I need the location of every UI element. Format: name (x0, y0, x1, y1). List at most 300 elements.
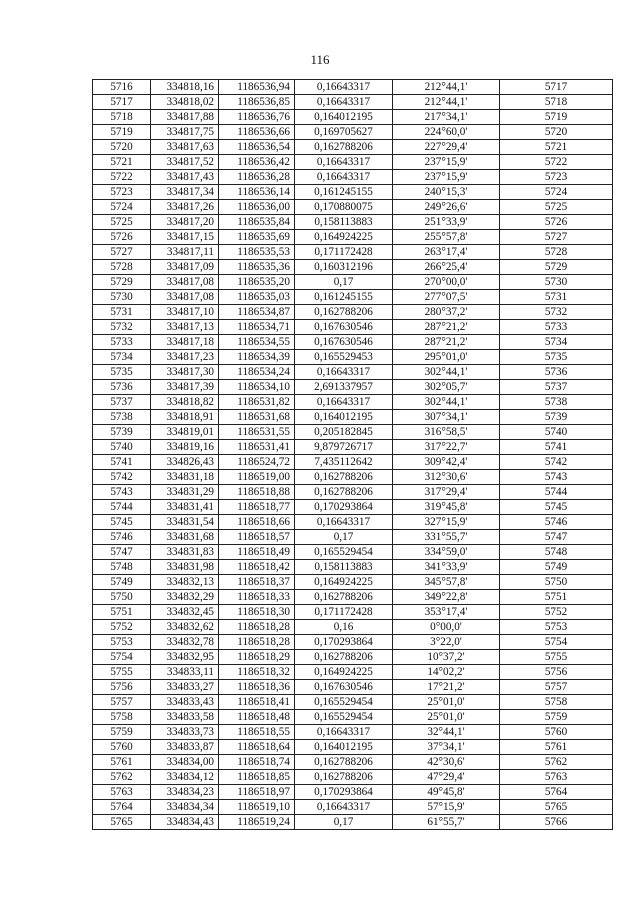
next-point-cell: 5718 (500, 95, 613, 110)
point-number-cell: 5725 (93, 215, 151, 230)
next-point-cell: 5766 (500, 815, 613, 830)
table-row (93, 725, 613, 740)
x-coordinate-cell: 334831,29 (151, 485, 219, 500)
y-coordinate-cell: 1186536,14 (219, 185, 295, 200)
direction-angle-cell: 345°57,8' (393, 575, 500, 590)
direction-angle-cell: 334°59,0' (393, 545, 500, 560)
next-point-cell: 5747 (500, 530, 613, 545)
table-row (93, 290, 613, 305)
direction-angle-cell: 255°57,8' (393, 230, 500, 245)
x-coordinate-cell: 334826,43 (151, 455, 219, 470)
table-row (93, 110, 613, 125)
y-coordinate-cell: 1186534,71 (219, 320, 295, 335)
length-cell: 0,162788206 (295, 650, 393, 665)
next-point-cell: 5733 (500, 320, 613, 335)
x-coordinate-cell: 334818,16 (151, 80, 219, 95)
x-coordinate-cell: 334834,34 (151, 800, 219, 815)
y-coordinate-cell: 1186524,72 (219, 455, 295, 470)
point-number-cell: 5722 (93, 170, 151, 185)
x-coordinate-cell: 334817,08 (151, 275, 219, 290)
direction-angle-cell: 331°55,7' (393, 530, 500, 545)
direction-angle-cell: 217°34,1' (393, 110, 500, 125)
point-number-cell: 5764 (93, 800, 151, 815)
next-point-cell: 5723 (500, 170, 613, 185)
x-coordinate-cell: 334817,26 (151, 200, 219, 215)
point-number-cell: 5752 (93, 620, 151, 635)
table-row (93, 785, 613, 800)
point-number-cell: 5736 (93, 380, 151, 395)
table-row (93, 620, 613, 635)
direction-angle-cell: 251°33,9' (393, 215, 500, 230)
y-coordinate-cell: 1186535,53 (219, 245, 295, 260)
direction-angle-cell: 237°15,9' (393, 170, 500, 185)
next-point-cell: 5764 (500, 785, 613, 800)
direction-angle-cell: 309°42,4' (393, 455, 500, 470)
next-point-cell: 5753 (500, 620, 613, 635)
coordinates-table-body (93, 80, 613, 830)
y-coordinate-cell: 1186536,00 (219, 200, 295, 215)
length-cell: 2,691337957 (295, 380, 393, 395)
point-number-cell: 5760 (93, 740, 151, 755)
x-coordinate-cell: 334818,82 (151, 395, 219, 410)
x-coordinate-cell: 334831,68 (151, 530, 219, 545)
y-coordinate-cell: 1186518,37 (219, 575, 295, 590)
length-cell: 0,160312196 (295, 260, 393, 275)
next-point-cell: 5725 (500, 200, 613, 215)
next-point-cell: 5755 (500, 650, 613, 665)
next-point-cell: 5749 (500, 560, 613, 575)
length-cell: 0,171172428 (295, 605, 393, 620)
length-cell: 0,205182845 (295, 425, 393, 440)
next-point-cell: 5746 (500, 515, 613, 530)
table-row (93, 470, 613, 485)
point-number-cell: 5756 (93, 680, 151, 695)
length-cell: 0,165529454 (295, 545, 393, 560)
table-row (93, 350, 613, 365)
x-coordinate-cell: 334832,78 (151, 635, 219, 650)
point-number-cell: 5732 (93, 320, 151, 335)
point-number-cell: 5738 (93, 410, 151, 425)
x-coordinate-cell: 334817,43 (151, 170, 219, 185)
y-coordinate-cell: 1186518,32 (219, 665, 295, 680)
x-coordinate-cell: 334817,08 (151, 290, 219, 305)
x-coordinate-cell: 334817,23 (151, 350, 219, 365)
y-coordinate-cell: 1186518,64 (219, 740, 295, 755)
length-cell: 0,164924225 (295, 575, 393, 590)
table-row (93, 260, 613, 275)
x-coordinate-cell: 334832,95 (151, 650, 219, 665)
y-coordinate-cell: 1186518,28 (219, 620, 295, 635)
point-number-cell: 5753 (93, 635, 151, 650)
length-cell: 0,162788206 (295, 755, 393, 770)
y-coordinate-cell: 1186518,48 (219, 710, 295, 725)
point-number-cell: 5763 (93, 785, 151, 800)
table-row (93, 650, 613, 665)
table-row (93, 410, 613, 425)
table-row (93, 680, 613, 695)
table-row (93, 665, 613, 680)
direction-angle-cell: 32°44,1' (393, 725, 500, 740)
x-coordinate-cell: 334832,45 (151, 605, 219, 620)
length-cell: 0,16643317 (295, 170, 393, 185)
direction-angle-cell: 266°25,4' (393, 260, 500, 275)
x-coordinate-cell: 334817,13 (151, 320, 219, 335)
y-coordinate-cell: 1186535,03 (219, 290, 295, 305)
table-row (93, 755, 613, 770)
point-number-cell: 5755 (93, 665, 151, 680)
length-cell: 0,164924225 (295, 230, 393, 245)
length-cell: 0,161245155 (295, 185, 393, 200)
length-cell: 0,165529454 (295, 710, 393, 725)
direction-angle-cell: 287°21,2' (393, 335, 500, 350)
y-coordinate-cell: 1186536,76 (219, 110, 295, 125)
next-point-cell: 5765 (500, 800, 613, 815)
point-number-cell: 5754 (93, 650, 151, 665)
point-number-cell: 5729 (93, 275, 151, 290)
table-row (93, 335, 613, 350)
next-point-cell: 5739 (500, 410, 613, 425)
y-coordinate-cell: 1186519,10 (219, 800, 295, 815)
direction-angle-cell: 0°00,0' (393, 620, 500, 635)
point-number-cell: 5742 (93, 470, 151, 485)
y-coordinate-cell: 1186518,66 (219, 515, 295, 530)
table-row (93, 590, 613, 605)
y-coordinate-cell: 1186531,55 (219, 425, 295, 440)
y-coordinate-cell: 1186518,49 (219, 545, 295, 560)
x-coordinate-cell: 334831,54 (151, 515, 219, 530)
point-number-cell: 5744 (93, 500, 151, 515)
table-row (93, 365, 613, 380)
table-row (93, 80, 613, 95)
direction-angle-cell: 37°34,1' (393, 740, 500, 755)
direction-angle-cell: 227°29,4' (393, 140, 500, 155)
length-cell: 0,170293864 (295, 785, 393, 800)
length-cell: 0,158113883 (295, 215, 393, 230)
y-coordinate-cell: 1186518,33 (219, 590, 295, 605)
y-coordinate-cell: 1186518,30 (219, 605, 295, 620)
y-coordinate-cell: 1186534,24 (219, 365, 295, 380)
point-number-cell: 5735 (93, 365, 151, 380)
length-cell: 0,170293864 (295, 500, 393, 515)
x-coordinate-cell: 334817,11 (151, 245, 219, 260)
y-coordinate-cell: 1186531,82 (219, 395, 295, 410)
direction-angle-cell: 263°17,4' (393, 245, 500, 260)
y-coordinate-cell: 1186531,41 (219, 440, 295, 455)
direction-angle-cell: 287°21,2' (393, 320, 500, 335)
length-cell: 0,162788206 (295, 590, 393, 605)
y-coordinate-cell: 1186518,85 (219, 770, 295, 785)
direction-angle-cell: 10°37,2' (393, 650, 500, 665)
next-point-cell: 5720 (500, 125, 613, 140)
point-number-cell: 5716 (93, 80, 151, 95)
length-cell: 0,16643317 (295, 80, 393, 95)
direction-angle-cell: 277°07,5' (393, 290, 500, 305)
next-point-cell: 5721 (500, 140, 613, 155)
length-cell: 0,165529454 (295, 695, 393, 710)
direction-angle-cell: 42°30,6' (393, 755, 500, 770)
next-point-cell: 5717 (500, 80, 613, 95)
next-point-cell: 5757 (500, 680, 613, 695)
table-row (93, 125, 613, 140)
point-number-cell: 5718 (93, 110, 151, 125)
next-point-cell: 5730 (500, 275, 613, 290)
point-number-cell: 5759 (93, 725, 151, 740)
table-row (93, 170, 613, 185)
y-coordinate-cell: 1186518,97 (219, 785, 295, 800)
next-point-cell: 5735 (500, 350, 613, 365)
direction-angle-cell: 17°21,2' (393, 680, 500, 695)
next-point-cell: 5756 (500, 665, 613, 680)
point-number-cell: 5757 (93, 695, 151, 710)
y-coordinate-cell: 1186535,69 (219, 230, 295, 245)
next-point-cell: 5724 (500, 185, 613, 200)
y-coordinate-cell: 1186518,28 (219, 635, 295, 650)
direction-angle-cell: 341°33,9' (393, 560, 500, 575)
point-number-cell: 5748 (93, 560, 151, 575)
direction-angle-cell: 49°45,8' (393, 785, 500, 800)
point-number-cell: 5761 (93, 755, 151, 770)
x-coordinate-cell: 334832,13 (151, 575, 219, 590)
y-coordinate-cell: 1186535,20 (219, 275, 295, 290)
direction-angle-cell: 349°22,8' (393, 590, 500, 605)
length-cell: 0,17 (295, 275, 393, 290)
direction-angle-cell: 319°45,8' (393, 500, 500, 515)
table-row (93, 695, 613, 710)
table-row (93, 425, 613, 440)
next-point-cell: 5731 (500, 290, 613, 305)
x-coordinate-cell: 334819,01 (151, 425, 219, 440)
direction-angle-cell: 270°00,0' (393, 275, 500, 290)
point-number-cell: 5726 (93, 230, 151, 245)
table-row (93, 140, 613, 155)
coordinates-table (92, 79, 613, 830)
next-point-cell: 5729 (500, 260, 613, 275)
direction-angle-cell: 317°29,4' (393, 485, 500, 500)
length-cell: 0,165529453 (295, 350, 393, 365)
point-number-cell: 5717 (93, 95, 151, 110)
table-row (93, 530, 613, 545)
table-row (93, 740, 613, 755)
x-coordinate-cell: 334831,41 (151, 500, 219, 515)
x-coordinate-cell: 334833,73 (151, 725, 219, 740)
x-coordinate-cell: 334833,43 (151, 695, 219, 710)
y-coordinate-cell: 1186518,77 (219, 500, 295, 515)
next-point-cell: 5759 (500, 710, 613, 725)
length-cell: 0,162788206 (295, 305, 393, 320)
x-coordinate-cell: 334817,63 (151, 140, 219, 155)
table-row (93, 575, 613, 590)
direction-angle-cell: 302°05,7' (393, 380, 500, 395)
length-cell: 0,16643317 (295, 725, 393, 740)
point-number-cell: 5728 (93, 260, 151, 275)
point-number-cell: 5734 (93, 350, 151, 365)
point-number-cell: 5720 (93, 140, 151, 155)
point-number-cell: 5750 (93, 590, 151, 605)
x-coordinate-cell: 334834,00 (151, 755, 219, 770)
page-number: 116 (310, 52, 330, 67)
length-cell: 0,164012195 (295, 410, 393, 425)
x-coordinate-cell: 334833,87 (151, 740, 219, 755)
x-coordinate-cell: 334817,34 (151, 185, 219, 200)
next-point-cell: 5742 (500, 455, 613, 470)
x-coordinate-cell: 334817,39 (151, 380, 219, 395)
direction-angle-cell: 14°02,2' (393, 665, 500, 680)
direction-angle-cell: 25°01,0' (393, 710, 500, 725)
direction-angle-cell: 295°01,0' (393, 350, 500, 365)
table-row (93, 380, 613, 395)
length-cell: 0,167630546 (295, 335, 393, 350)
y-coordinate-cell: 1186531,68 (219, 410, 295, 425)
direction-angle-cell: 57°15,9' (393, 800, 500, 815)
length-cell: 0,17 (295, 530, 393, 545)
next-point-cell: 5750 (500, 575, 613, 590)
table-row (93, 215, 613, 230)
x-coordinate-cell: 334831,18 (151, 470, 219, 485)
next-point-cell: 5754 (500, 635, 613, 650)
next-point-cell: 5751 (500, 590, 613, 605)
table-row (93, 770, 613, 785)
x-coordinate-cell: 334832,62 (151, 620, 219, 635)
table-row (93, 455, 613, 470)
length-cell: 0,170880075 (295, 200, 393, 215)
length-cell: 0,16643317 (295, 365, 393, 380)
length-cell: 0,162788206 (295, 770, 393, 785)
next-point-cell: 5734 (500, 335, 613, 350)
length-cell: 0,170293864 (295, 635, 393, 650)
direction-angle-cell: 224°60,0' (393, 125, 500, 140)
y-coordinate-cell: 1186518,88 (219, 485, 295, 500)
table-row (93, 95, 613, 110)
y-coordinate-cell: 1186519,00 (219, 470, 295, 485)
length-cell: 0,164012195 (295, 740, 393, 755)
y-coordinate-cell: 1186534,39 (219, 350, 295, 365)
y-coordinate-cell: 1186534,10 (219, 380, 295, 395)
y-coordinate-cell: 1186534,87 (219, 305, 295, 320)
direction-angle-cell: 302°44,1' (393, 395, 500, 410)
direction-angle-cell: 307°34,1' (393, 410, 500, 425)
table-row (93, 515, 613, 530)
length-cell: 0,162788206 (295, 485, 393, 500)
direction-angle-cell: 302°44,1' (393, 365, 500, 380)
point-number-cell: 5721 (93, 155, 151, 170)
point-number-cell: 5724 (93, 200, 151, 215)
length-cell: 0,164012195 (295, 110, 393, 125)
table-row (93, 230, 613, 245)
next-point-cell: 5763 (500, 770, 613, 785)
x-coordinate-cell: 334831,98 (151, 560, 219, 575)
length-cell: 0,16 (295, 620, 393, 635)
y-coordinate-cell: 1186536,94 (219, 80, 295, 95)
point-number-cell: 5741 (93, 455, 151, 470)
table-row (93, 245, 613, 260)
length-cell: 0,162788206 (295, 470, 393, 485)
point-number-cell: 5747 (93, 545, 151, 560)
next-point-cell: 5744 (500, 485, 613, 500)
length-cell: 0,164924225 (295, 665, 393, 680)
direction-angle-cell: 212°44,1' (393, 95, 500, 110)
point-number-cell: 5762 (93, 770, 151, 785)
y-coordinate-cell: 1186518,55 (219, 725, 295, 740)
x-coordinate-cell: 334817,88 (151, 110, 219, 125)
length-cell: 0,161245155 (295, 290, 393, 305)
next-point-cell: 5743 (500, 470, 613, 485)
table-row (93, 395, 613, 410)
y-coordinate-cell: 1186519,24 (219, 815, 295, 830)
length-cell: 0,16643317 (295, 515, 393, 530)
y-coordinate-cell: 1186536,66 (219, 125, 295, 140)
point-number-cell: 5731 (93, 305, 151, 320)
y-coordinate-cell: 1186518,36 (219, 680, 295, 695)
table-row (93, 440, 613, 455)
y-coordinate-cell: 1186536,42 (219, 155, 295, 170)
length-cell: 0,158113883 (295, 560, 393, 575)
table-row (93, 485, 613, 500)
point-number-cell: 5765 (93, 815, 151, 830)
next-point-cell: 5736 (500, 365, 613, 380)
table-row (93, 710, 613, 725)
next-point-cell: 5752 (500, 605, 613, 620)
table-row (93, 275, 613, 290)
x-coordinate-cell: 334832,29 (151, 590, 219, 605)
point-number-cell: 5739 (93, 425, 151, 440)
table-row (93, 200, 613, 215)
table-row (93, 320, 613, 335)
x-coordinate-cell: 334833,27 (151, 680, 219, 695)
direction-angle-cell: 61°55,7' (393, 815, 500, 830)
y-coordinate-cell: 1186518,42 (219, 560, 295, 575)
x-coordinate-cell: 334834,23 (151, 785, 219, 800)
next-point-cell: 5722 (500, 155, 613, 170)
table-row (93, 800, 613, 815)
direction-angle-cell: 249°26,6' (393, 200, 500, 215)
next-point-cell: 5719 (500, 110, 613, 125)
direction-angle-cell: 212°44,1' (393, 80, 500, 95)
y-coordinate-cell: 1186518,57 (219, 530, 295, 545)
length-cell: 7,435112642 (295, 455, 393, 470)
point-number-cell: 5745 (93, 515, 151, 530)
x-coordinate-cell: 334818,91 (151, 410, 219, 425)
x-coordinate-cell: 334833,11 (151, 665, 219, 680)
direction-angle-cell: 25°01,0' (393, 695, 500, 710)
next-point-cell: 5761 (500, 740, 613, 755)
y-coordinate-cell: 1186518,74 (219, 755, 295, 770)
x-coordinate-cell: 334817,30 (151, 365, 219, 380)
table-row (93, 635, 613, 650)
point-number-cell: 5751 (93, 605, 151, 620)
length-cell: 0,171172428 (295, 245, 393, 260)
direction-angle-cell: 312°30,6' (393, 470, 500, 485)
x-coordinate-cell: 334817,15 (151, 230, 219, 245)
y-coordinate-cell: 1186536,85 (219, 95, 295, 110)
next-point-cell: 5732 (500, 305, 613, 320)
length-cell: 0,167630546 (295, 320, 393, 335)
point-number-cell: 5733 (93, 335, 151, 350)
next-point-cell: 5738 (500, 395, 613, 410)
y-coordinate-cell: 1186518,41 (219, 695, 295, 710)
length-cell: 0,17 (295, 815, 393, 830)
direction-angle-cell: 3°22,0' (393, 635, 500, 650)
next-point-cell: 5740 (500, 425, 613, 440)
table-row (93, 545, 613, 560)
direction-angle-cell: 317°22,7' (393, 440, 500, 455)
length-cell: 0,16643317 (295, 95, 393, 110)
y-coordinate-cell: 1186535,84 (219, 215, 295, 230)
direction-angle-cell: 280°37,2' (393, 305, 500, 320)
x-coordinate-cell: 334834,12 (151, 770, 219, 785)
table-row (93, 185, 613, 200)
direction-angle-cell: 327°15,9' (393, 515, 500, 530)
next-point-cell: 5745 (500, 500, 613, 515)
